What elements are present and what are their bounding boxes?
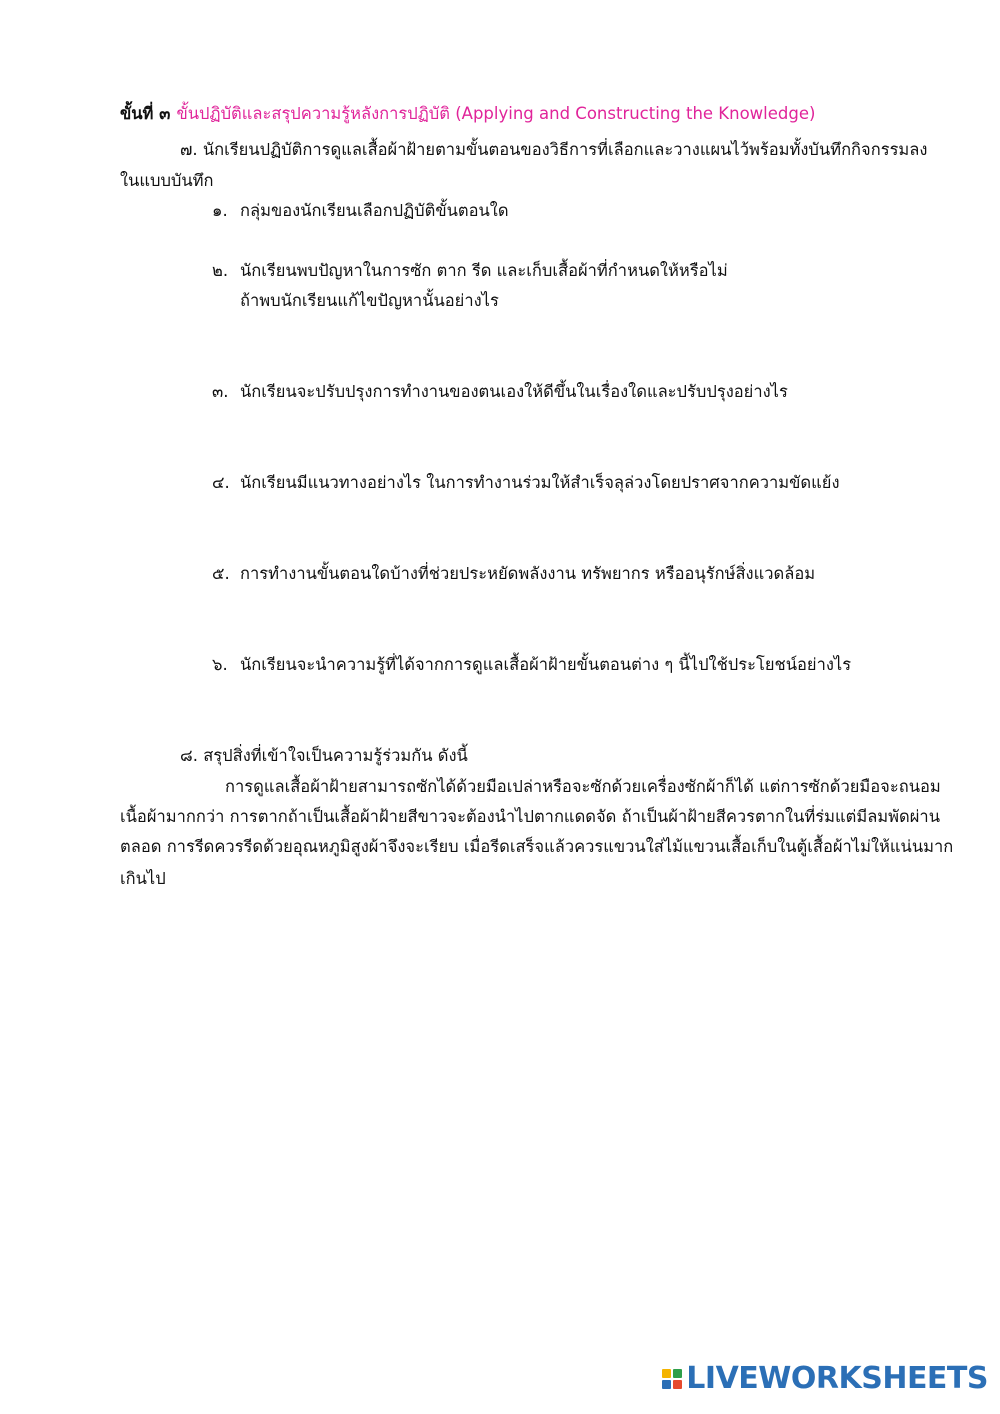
question-number: ๒.	[212, 261, 229, 280]
summary-line-1: การดูแลเสื้อผ้าฝ้ายสามารถซักได้ด้วยมือเปล่าหรือจะซักด้วยเครื่องซักผ้าก็ได้ แต่การซักด้วยมือจะถนอม	[225, 777, 941, 796]
question-2	[212, 260, 728, 282]
question-4	[212, 472, 840, 494]
question-text: นักเรียนมีแนวทางอย่างไร ในการทำงานร่วมให้สำเร็จลุล่วงโดยปราศจากความขัดแย้ง	[240, 473, 840, 492]
question-1	[212, 200, 509, 222]
question-number: ๕.	[212, 564, 230, 583]
question-text: การทำงานขั้นตอนใดบ้างที่ช่วยประหยัดพลังงาน ทรัพยากร หรืออนุรักษ์สิ่งแวดล้อม	[240, 564, 816, 583]
question-5	[212, 563, 815, 585]
summary-line-4: เกินไป	[120, 869, 166, 888]
question-number: ๓.	[212, 382, 229, 401]
item-7-line-1: ๗. นักเรียนปฏิบัติการดูแลเสื้อผ้าฝ้ายตามขั้นตอนของวิธีการที่เลือกและวางแผนไว้พร้อมทั้งบันทึกกิจกรรมลง	[180, 140, 928, 159]
question-text: นักเรียนพบปัญหาในการซัก ตาก รีด และเก็บเสื้อผ้าที่กำหนดให้หรือไม่	[240, 261, 728, 280]
question-3	[212, 381, 788, 403]
question-text: นักเรียนจะนำความรู้ที่ได้จากการดูแลเสื้อผ้าฝ้ายขั้นตอนต่าง ๆ นี้ไปใช้ประโยชน์อย่างไร	[240, 655, 852, 674]
summary-line-2: เนื้อผ้ามากกว่า การตากถ้าเป็นเสื้อผ้าฝ้ายสีขาวจะต้องนำไปตากแดดจัด ถ้าเป็นผ้าฝ้ายสีควรตากในที่ร่มแต่มีลมพัดผ่าน	[120, 807, 940, 826]
question-number: ๖.	[212, 655, 228, 674]
item-8-heading: ๘. สรุปสิ่งที่เข้าใจเป็นความรู้ร่วมกัน ดังนี้	[180, 746, 468, 765]
section-heading	[120, 103, 815, 125]
item-7-line-2: ในแบบบันทึก	[120, 171, 214, 190]
question-text: กลุ่มของนักเรียนเลือกปฏิบัติขั้นตอนใด	[240, 201, 509, 220]
step-title: ขั้นปฏิบัติและสรุปความรู้หลังการปฏิบัติ (Applying and Constructing the Knowledge)	[176, 104, 816, 123]
question-number: ๔.	[212, 473, 230, 492]
step-label: ขั้นที่ ๓	[120, 104, 171, 123]
question-text: นักเรียนจะปรับปรุงการทำงานของตนเองให้ดีขึ้นในเรื่องใดและปรับปรุงอย่างไร	[240, 382, 788, 401]
logo-text: LIVEWORKSHEETS	[686, 1361, 988, 1396]
summary-line-3: ตลอด การรีดควรรีดด้วยอุณหภูมิสูงผ้าจึงจะเรียบ เมื่อรีดเสร็จแล้วควรแขวนใส่ไม้แขวนเสื้อเก็บในตู้เสื้อผ้าไม่ให้แน่นมาก	[120, 837, 954, 856]
question-6	[212, 654, 851, 676]
liveworksheets-logo-icon	[662, 1369, 682, 1389]
liveworksheets-logo	[662, 1361, 988, 1396]
question-number: ๑.	[212, 201, 228, 220]
question-2-continued: ถ้าพบนักเรียนแก้ไขปัญหานั้นอย่างไร	[240, 291, 499, 310]
